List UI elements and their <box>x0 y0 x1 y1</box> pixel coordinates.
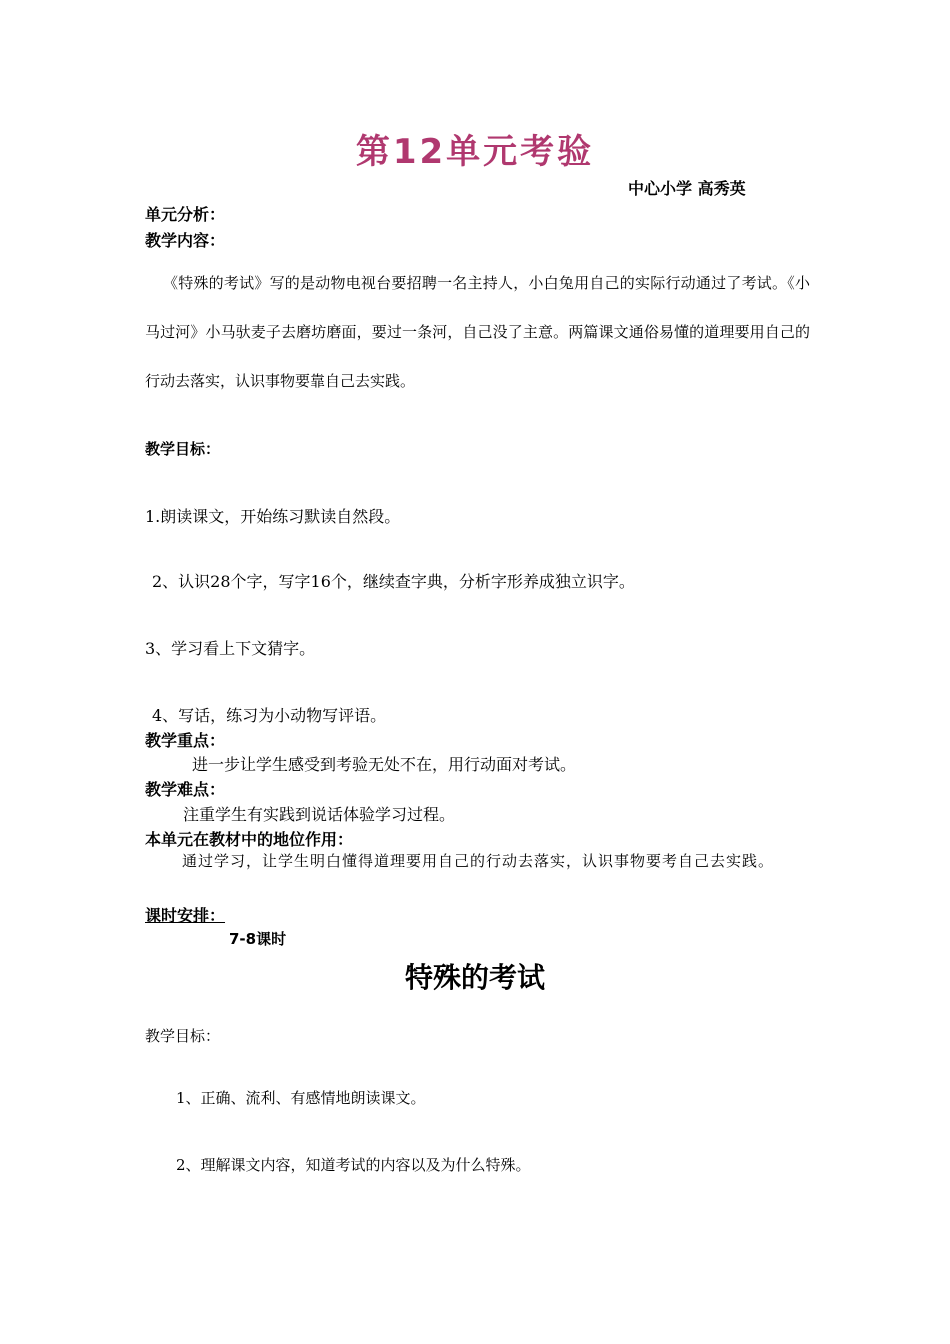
unit-analysis-heading: 单元分析： <box>145 205 226 224</box>
lesson-title: 特殊的考试 <box>404 961 545 994</box>
schedule-heading: 课时安排： <box>145 906 226 925</box>
goal-item-3: 3、学习看上下文猜字。 <box>145 639 316 658</box>
key-points-heading: 教学重点： <box>145 731 226 750</box>
difficulty-heading: 教学难点： <box>145 780 226 799</box>
lesson-goal-item-2: 2、理解课文内容，知道考试的内容以及为什么特殊。 <box>176 1156 531 1174</box>
key-points-text: 进一步让学生感受到考验无处不在，用行动面对考试。 <box>192 755 577 774</box>
goal-item-2: 2、认识28个字，写字16个，继续查字典，分析字形养成独立识字。 <box>152 572 635 591</box>
difficulty-text: 注重学生有实践到说话体验学习过程。 <box>183 805 456 824</box>
lesson-goal-item-1: 1、正确、流利、有感情地朗读课文。 <box>176 1089 426 1107</box>
position-heading: 本单元在教材中的地位作用： <box>145 830 354 849</box>
goals-heading: 教学目标： <box>145 440 221 458</box>
lesson-goals-heading: 教学目标： <box>145 1027 221 1045</box>
document-title: 第12单元考验 <box>355 132 595 172</box>
content-heading: 教学内容： <box>145 231 226 250</box>
content-paragraph: 《特殊的考试》写的是动物电视台要招聘一名主持人，小白兔用自己的实际行动通过了考试。《小马过河》小马驮麦子去磨坊磨面，要过一条河，自己没了主意。两篇课文通俗易懂的道理要用自己的行动去落实，认识事物要靠自己去实践。 <box>145 274 810 390</box>
goal-item-4: 4、写话，练习为小动物写评语。 <box>152 706 387 725</box>
schedule-text: 7-8课时 <box>229 930 287 948</box>
position-text: 通过学习，让学生明白懂得道理要用自己的行动去落实，认识事物要考自己去实践。 <box>182 852 775 870</box>
author: 中心小学 高秀英 <box>628 179 746 198</box>
goal-item-1: 1.朗读课文，开始练习默读自然段。 <box>145 507 401 526</box>
